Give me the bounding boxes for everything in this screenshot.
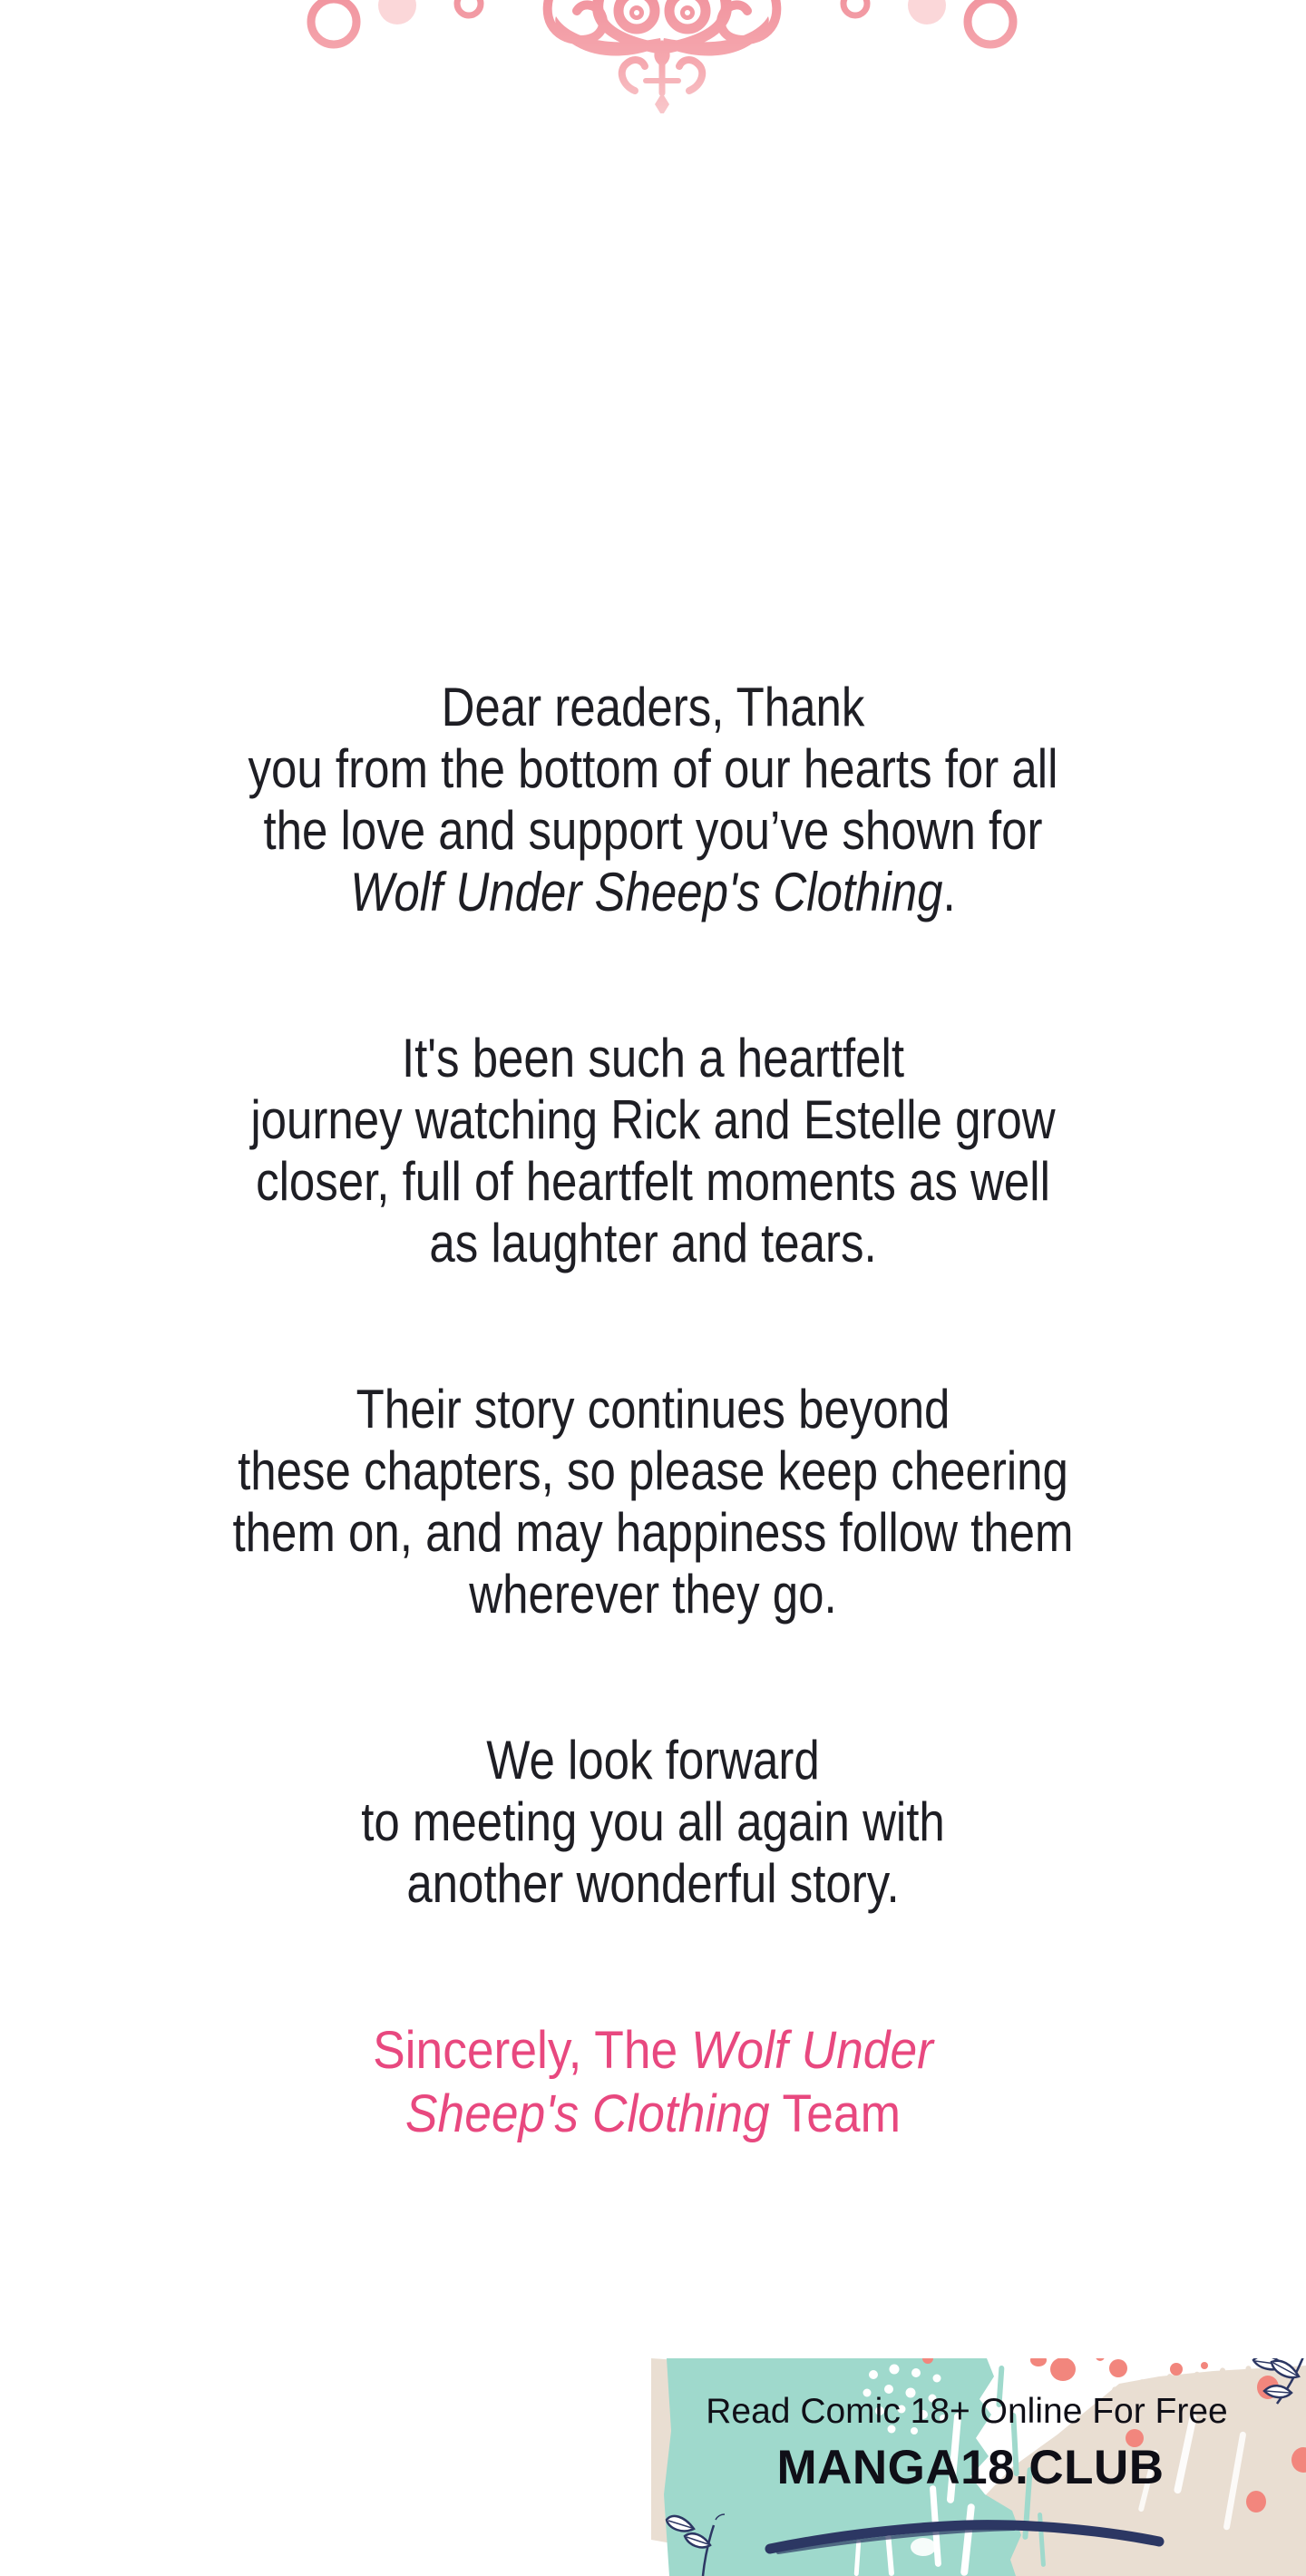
signature-text: Team <box>769 2084 902 2143</box>
letter-paragraph-4 <box>98 1730 1208 1915</box>
flourish-spiral-icon <box>683 8 693 18</box>
letter-line: the love and support you’ve shown for <box>263 800 1043 861</box>
letter-line: you from the bottom of our hearts for all <box>248 738 1058 799</box>
letter-line: to meeting you all again with <box>361 1791 945 1852</box>
flourish-spiral-icon <box>632 8 642 18</box>
letter-paragraph-3 <box>98 1379 1208 1625</box>
letter-line: journey watching Rick and Estelle grow <box>250 1089 1056 1150</box>
watermark-tagline: Read Comic 18+ Online For Free <box>706 2392 1228 2431</box>
letter-paragraph-1 <box>98 677 1208 923</box>
flourish-ring-icon <box>311 0 356 44</box>
letter-line: We look forward <box>486 1730 820 1791</box>
signature <box>53 2019 1254 2146</box>
flourish-ring-icon <box>968 0 1013 44</box>
letter-paragraph-2 <box>98 1028 1208 1274</box>
series-title-line <box>98 862 1208 923</box>
letter-line: Their story continues beyond <box>356 1379 950 1439</box>
letter-line: them on, and may happiness follow them <box>232 1502 1074 1563</box>
series-title-period: . <box>942 862 956 922</box>
letter-line: these chapters, so please keep cheering <box>238 1440 1068 1501</box>
flourish-hook-icon <box>622 60 645 91</box>
letter-line: wherever they go. <box>469 1564 837 1625</box>
flourish-blob-icon <box>378 0 416 24</box>
series-title: Wolf Under Sheep's Clothing <box>350 862 943 922</box>
flourish-ring-icon <box>843 0 867 15</box>
flourish-crossbar-icon <box>643 78 681 83</box>
flourish-blob-icon <box>908 0 946 24</box>
series-title: Wolf Under <box>691 2021 933 2080</box>
farewell-letter <box>0 677 1306 2146</box>
signature-line <box>53 2083 1254 2146</box>
signature-line <box>53 2019 1254 2083</box>
letter-line: as laughter and tears. <box>429 1213 877 1273</box>
flourish-spiral-icon <box>619 0 655 29</box>
signature-text: Sincerely, The <box>373 2021 692 2080</box>
pink-flourish-ornament <box>281 0 1043 113</box>
letter-line: closer, full of heartfelt moments as well <box>256 1151 1050 1212</box>
letter-line: It's been such a heartfelt <box>401 1028 905 1088</box>
letter-line: another wonderful story. <box>406 1853 900 1914</box>
flourish-stem-icon <box>659 53 666 96</box>
watermark-site-url: MANGA18.CLUB <box>776 2441 1165 2494</box>
flourish-ring-icon <box>457 0 481 15</box>
site-watermark <box>651 2358 1306 2576</box>
letter-line: Dear readers, Thank <box>441 677 865 737</box>
flourish-diamond-icon <box>655 93 669 113</box>
series-title: Sheep's Clothing <box>404 2084 770 2143</box>
flourish-hook-icon <box>679 60 702 91</box>
flourish-spiral-icon <box>669 0 706 29</box>
